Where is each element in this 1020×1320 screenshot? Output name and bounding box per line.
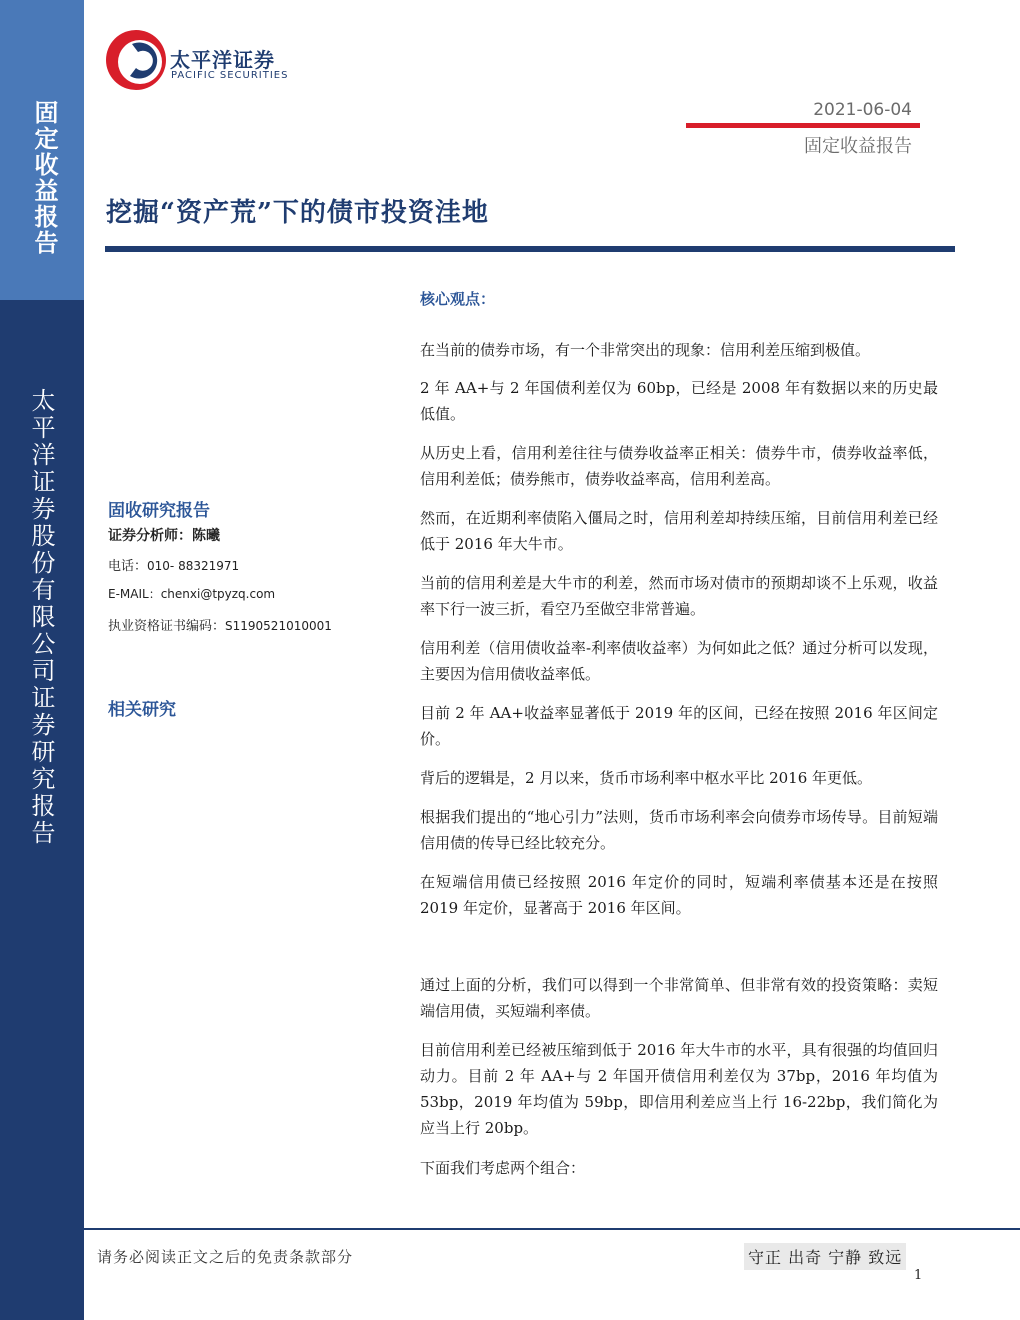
disclaimer-notice: 请务必阅读正文之后的免责条款部分	[97, 1248, 354, 1266]
core-views-heading: 核心观点：	[420, 290, 496, 308]
logo-text-english: PACIFIC SECURITIES	[171, 70, 289, 81]
license-label: 执业资格证书编码：	[108, 619, 226, 634]
paragraph: 下面我们考虑两个组合：	[420, 1159, 586, 1177]
info-section-title: 固收研究报告	[108, 501, 210, 521]
paragraph: 目前信用利差已经被压缩到低于 2016 年大牛市的水平，具有很强的均值回归动力。目前 2 年 AA+与 2 年国开债信用利差仅为 37bp，2016 年均值为 53bp，2019 年均值为 59bp，即信用利差应当上行 16-22bp，我们简化为应当上行 20bp。	[420, 1041, 938, 1137]
analyst-email	[108, 585, 275, 602]
license-value: S1190521010001	[225, 619, 332, 633]
paragraph: 在短端信用债已经按照 2016 年定价的同时，短端利率债基本还是在按照 2019 年定价，显著高于 2016 年区间。	[420, 873, 938, 917]
phone-label: 电话：	[108, 559, 148, 574]
analyst-license	[108, 615, 332, 634]
paragraph: 然而，在近期利率债陷入僵局之时，信用利差却持续压缩，目前信用利差已经低于 2016 年大牛市。	[420, 509, 938, 553]
related-research-title: 相关研究	[108, 700, 176, 720]
paragraph: 从历史上看，信用利差往往与债券收益率正相关：债券牛市，债券收益率低，信用利差低；债券熊市，债券收益率高，信用利差高。	[420, 444, 938, 488]
logo-text-chinese: 太平洋证券	[170, 48, 275, 72]
page-number: 1	[914, 1268, 923, 1283]
paragraph: 目前 2 年 AA+收益率显著低于 2019 年的区间，已经在按照 2016 年区间定价。	[420, 704, 938, 748]
paragraph: 当前的信用利差是大牛市的利差，然而市场对债市的预期却谈不上乐观，收益率下行一波三折，看空乃至做空非常普遍。	[420, 574, 938, 618]
email-value[interactable]: chenxi@tpyzq.com	[160, 587, 276, 601]
report-kind: 固定收益报告	[804, 136, 912, 157]
sidebar-company-name: 太平洋证券股份有限公司证券研究报告	[27, 388, 55, 847]
title-divider	[105, 246, 955, 252]
footer-divider	[84, 1228, 1020, 1230]
email-label: E-MAIL：	[108, 587, 161, 601]
paragraph: 信用利差（信用债收益率-利率债收益率）为何如此之低？通过分析可以发现，主要因为信用债收益率低。	[420, 639, 938, 683]
analyst-name: 证券分析师：陈曦	[108, 528, 220, 544]
paragraph: 背后的逻辑是，2 月以来，货币市场利率中枢水平比 2016 年更低。	[420, 769, 873, 787]
phone-value: 010- 88321971	[147, 559, 240, 573]
paragraph: 根据我们提出的“地心引力”法则，货币市场利率会向债券市场传导。目前短端信用债的传导已经比较充分。	[420, 808, 938, 852]
paragraph: 在当前的债券市场，有一个非常突出的现象：信用利差压缩到极值。	[420, 341, 871, 359]
analyst-phone	[108, 555, 239, 574]
sidebar-report-type: 固定收益报告	[30, 100, 59, 256]
date-divider	[686, 123, 920, 128]
company-motto: 守正 出奇 宁静 致远	[744, 1243, 906, 1270]
report-date: 2021-06-04	[813, 100, 912, 120]
paragraph: 通过上面的分析，我们可以得到一个非常简单、但非常有效的投资策略：卖短端信用债，买短端利率债。	[420, 976, 938, 1020]
paragraph: 2 年 AA+与 2 年国债利差仅为 60bp，已经是 2008 年有数据以来的历史最低值。	[420, 379, 938, 423]
page-title: 挖掘“资产荒”下的债市投资洼地	[106, 198, 489, 228]
